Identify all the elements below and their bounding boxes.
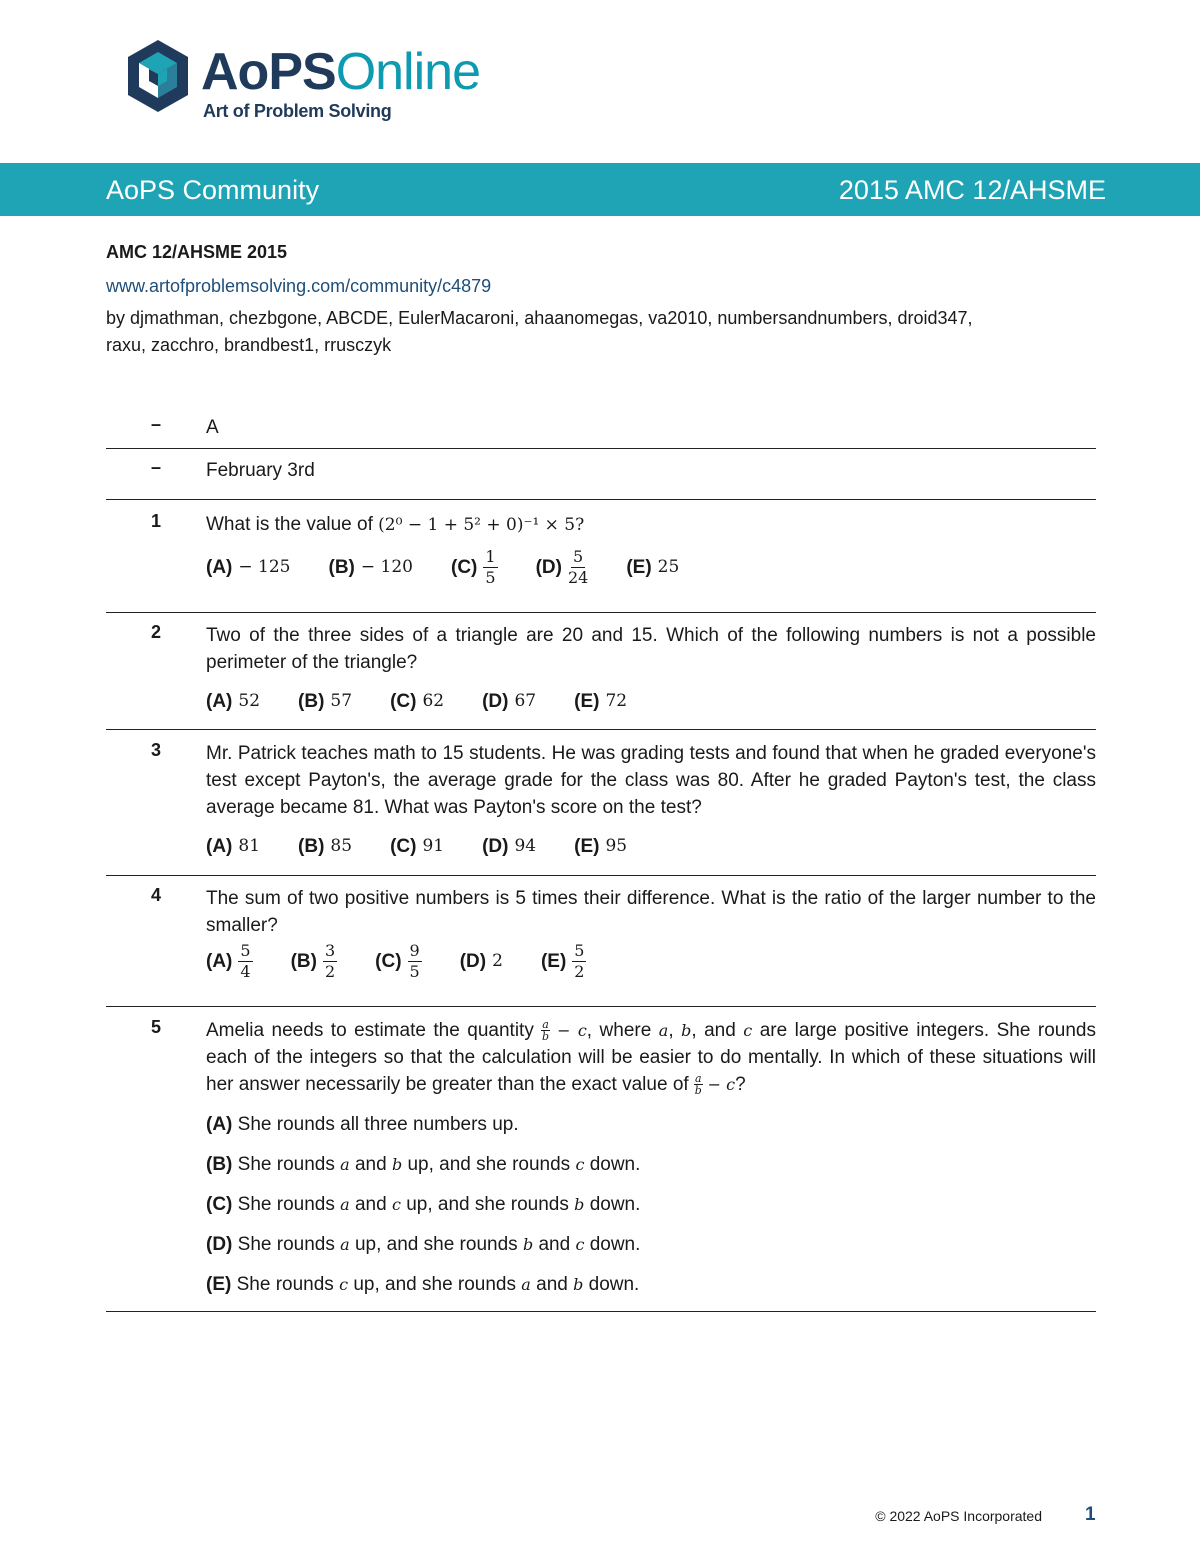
- problem-question: Mr. Patrick teaches math to 15 students. He was grading tests and found that when he graded everyone's test except Payton's, the average grade for the class was 80. After he graded Payton's test, the class average became 81. What was Payton's score on the test?: [206, 743, 1096, 818]
- fraction-numerator: a: [694, 1072, 702, 1086]
- choice-value: − 125: [238, 557, 291, 577]
- choice-label: (A): [206, 836, 233, 857]
- option-label: (E): [206, 1274, 232, 1295]
- question-text: Amelia needs to estimate the quantity: [206, 1020, 542, 1041]
- option-text: up, and she rounds: [400, 1194, 575, 1215]
- fraction-numerator: 9: [409, 941, 420, 960]
- variable: a: [340, 1235, 350, 1254]
- fraction-numerator: 5: [240, 941, 251, 960]
- choice-value: − 120: [360, 557, 413, 577]
- option-text: up, and she rounds: [349, 1234, 523, 1255]
- variable: a: [658, 1021, 669, 1040]
- banner-community-title: AoPS Community: [106, 175, 320, 205]
- variable: c: [743, 1021, 753, 1040]
- problem-number: 1: [150, 511, 161, 531]
- problem-content: [206, 740, 1096, 875]
- variable: b: [391, 1155, 403, 1174]
- page-number: 1: [1085, 1504, 1096, 1525]
- choice-value: 94: [514, 836, 537, 856]
- choice-label: (B): [298, 691, 325, 712]
- option-text: She rounds: [237, 1154, 341, 1175]
- fraction-numerator: 1: [485, 547, 496, 566]
- variable: a: [340, 1155, 350, 1174]
- choice-c: [390, 688, 444, 715]
- fraction-numerator: 5: [574, 941, 585, 960]
- option-text: and: [533, 1234, 576, 1255]
- choice-d: [482, 688, 536, 715]
- variable: b: [681, 1021, 692, 1040]
- option-text: and: [349, 1194, 392, 1215]
- choice-label: (E): [574, 691, 600, 712]
- choice-value: 81: [238, 836, 261, 856]
- option-text: up, and she rounds: [348, 1274, 522, 1295]
- variable: b: [522, 1235, 534, 1254]
- option-e: [206, 1271, 1096, 1298]
- section-marker: –: [150, 414, 161, 434]
- aops-cube-logo-icon: [125, 38, 191, 114]
- choice-value: 72: [605, 691, 628, 711]
- choice-label: (B): [290, 951, 317, 972]
- option-text: She rounds: [237, 1194, 341, 1215]
- variable: c: [575, 1235, 585, 1254]
- choice-fraction: [568, 547, 588, 588]
- variable: b: [573, 1275, 584, 1294]
- community-link[interactable]: www.artofproblemsolving.com/community/c4879: [106, 276, 492, 296]
- problem-number: 4: [150, 885, 161, 905]
- brand-subtitle: Art of Problem Solving: [203, 101, 392, 121]
- choice-label: (B): [298, 836, 325, 857]
- fraction-denominator: 5: [409, 962, 420, 981]
- problem-row-2: [106, 613, 1096, 730]
- variable: c: [391, 1195, 401, 1214]
- variable: c: [339, 1275, 349, 1294]
- choice-label: (A): [206, 557, 233, 578]
- choice-value: 95: [605, 836, 628, 856]
- problem-row-5: [106, 1007, 1096, 1312]
- option-text: She rounds: [236, 1274, 340, 1295]
- aops-online-logo: [125, 38, 545, 124]
- choice-b: [329, 554, 414, 581]
- choice-label: (A): [206, 691, 233, 712]
- authors-line-1: by djmathman, chezbgone, ABCDE, EulerMacaroni, ahaanomegas, va2010, numbersandnumbers, droid347,: [106, 308, 973, 328]
- choice-value: 2: [492, 951, 503, 971]
- choice-label: (C): [390, 836, 417, 857]
- choice-value: 67: [514, 691, 537, 711]
- banner-contest-title: 2015 AMC 12/AHSME: [838, 175, 1106, 205]
- question-text: are large positive integers. She rounds each of the integers so that the calculation will be easier to do mentally. In which of these situations will her answer necessarily be greater than the exact value of: [206, 1020, 1096, 1095]
- variable: a: [340, 1195, 350, 1214]
- problem-table: [106, 402, 1096, 1312]
- inline-fraction-a-over-b: [541, 1019, 550, 1042]
- answer-choices: [206, 941, 1096, 982]
- question-text: What is the value of: [206, 514, 379, 535]
- problem-content: [206, 511, 1096, 612]
- problem-number: 2: [150, 622, 161, 642]
- problem-question: Two of the three sides of a triangle are 20 and 15. Which of the following numbers is not a possible perimeter of the triangle?: [206, 625, 1096, 673]
- question-math: − c: [702, 1075, 736, 1094]
- fraction-numerator: a: [542, 1018, 549, 1032]
- option-text: down.: [584, 1154, 641, 1175]
- choice-label: (E): [626, 557, 652, 578]
- option-d: [206, 1231, 1096, 1258]
- choice-e: [574, 688, 627, 715]
- question-text: , and: [691, 1020, 744, 1041]
- choice-b: [298, 833, 352, 860]
- question-math: − c: [549, 1021, 587, 1040]
- question-text: ?: [735, 1074, 746, 1095]
- copyright-notice: © 2022 AoPS Incorporated: [875, 1508, 1042, 1524]
- option-text: up, and she rounds: [402, 1154, 576, 1175]
- option-text: She rounds all three numbers up.: [237, 1114, 519, 1135]
- problem-question: [206, 511, 1096, 539]
- choice-e: [626, 554, 679, 581]
- option-text: down.: [583, 1274, 640, 1295]
- section-marker: –: [150, 457, 161, 477]
- answer-choices: [206, 547, 1096, 588]
- choice-d: [482, 833, 536, 860]
- choice-label: (D): [482, 836, 509, 857]
- choice-c: [390, 833, 444, 860]
- choice-e: [541, 941, 587, 982]
- fraction-denominator: 2: [324, 962, 336, 981]
- authors-line-2: raxu, zacchro, brandbest1, rrusczyk: [106, 335, 392, 355]
- choice-a: [206, 554, 291, 581]
- authors-list: [106, 305, 1096, 359]
- document-title: AMC 12/AHSME 2015: [106, 242, 288, 262]
- option-label: (B): [206, 1154, 233, 1175]
- choice-label: (D): [459, 951, 487, 972]
- section-row-a: [106, 402, 1096, 449]
- choice-value: 91: [422, 836, 445, 856]
- choice-label: (C): [390, 691, 417, 712]
- brand-wordmark: [201, 42, 480, 102]
- option-text: down.: [584, 1194, 641, 1215]
- choice-b: [291, 941, 338, 982]
- fraction-denominator: 24: [567, 568, 589, 587]
- choice-b: [298, 688, 352, 715]
- problem-number: 3: [150, 740, 161, 760]
- choice-e: [574, 833, 627, 860]
- problem-row-4: [106, 876, 1096, 1007]
- variable: b: [574, 1195, 585, 1214]
- header-banner: [0, 163, 1200, 216]
- problem-content: [206, 622, 1096, 729]
- choice-a: [206, 833, 260, 860]
- choice-label: (E): [540, 951, 567, 972]
- problem-content: [206, 885, 1096, 1006]
- choice-label: (B): [328, 557, 355, 578]
- choice-value: 25: [657, 557, 680, 577]
- choice-a: [206, 688, 260, 715]
- fraction-numerator: 5: [573, 547, 584, 566]
- choice-label: (C): [451, 557, 478, 578]
- choice-value: 52: [238, 691, 261, 711]
- option-label: (C): [206, 1194, 233, 1215]
- option-label: (A): [206, 1114, 233, 1135]
- choice-value: 85: [330, 836, 353, 856]
- section-label: A: [206, 417, 219, 438]
- choice-label: (C): [375, 951, 402, 972]
- option-text: down.: [584, 1234, 641, 1255]
- choice-label: (D): [482, 691, 509, 712]
- option-c: [206, 1191, 1096, 1218]
- choice-c: [375, 941, 422, 982]
- choice-a: [206, 941, 253, 982]
- question-text: , where: [586, 1020, 659, 1041]
- option-text: She rounds: [237, 1234, 341, 1255]
- choice-fraction: [238, 941, 252, 982]
- problem-row-3: [106, 730, 1096, 876]
- choice-fraction: [483, 547, 497, 588]
- inline-fraction-a-over-b: [694, 1073, 703, 1096]
- fraction-denominator: b: [694, 1084, 702, 1098]
- variable: c: [575, 1155, 585, 1174]
- section-date: February 3rd: [206, 460, 315, 481]
- brand-name-aops: AoPS: [201, 43, 336, 101]
- section-row-date: [106, 449, 1096, 500]
- variable: a: [521, 1275, 531, 1294]
- answer-choices: [206, 688, 1096, 715]
- option-a: [206, 1111, 1096, 1138]
- choice-fraction: [408, 941, 422, 982]
- choice-value: 62: [422, 691, 445, 711]
- fraction-numerator: 3: [324, 941, 336, 960]
- choice-label: (E): [574, 836, 600, 857]
- option-label: (D): [206, 1234, 233, 1255]
- fraction-denominator: b: [542, 1030, 550, 1044]
- choice-d: [460, 948, 503, 975]
- option-b: [206, 1151, 1096, 1178]
- question-math: (2⁰ − 1 + 5² + 0)⁻¹ × 5?: [378, 515, 585, 535]
- fraction-denominator: 5: [485, 568, 496, 587]
- option-text: and: [349, 1154, 392, 1175]
- problem-question: The sum of two positive numbers is 5 times their difference. What is the ratio of the larger number to the smaller?: [206, 888, 1096, 936]
- option-text: and: [530, 1274, 574, 1295]
- fraction-denominator: 4: [240, 962, 251, 981]
- problem-question: Amelia needs to estimate the quantity $\frac{a}{b}$ − c, where a, b, and c are large positive integers. She rounds each of the integers so that the calculation will be easier to do mentally. In which of these situations will her answer necessarily be greater than the exact value of $\frac{a}{b}$ − c?: [206, 1018, 1096, 1098]
- choice-fraction: [572, 941, 586, 982]
- choice-label: (A): [206, 951, 233, 972]
- choice-label: (D): [535, 557, 562, 578]
- problem-row-1: [106, 500, 1096, 613]
- choice-fraction: [323, 941, 337, 982]
- choice-d: [536, 547, 589, 588]
- answer-choices: [206, 833, 1096, 860]
- choice-value: 57: [330, 691, 353, 711]
- fraction-denominator: 2: [574, 962, 585, 981]
- problem-number: 5: [150, 1017, 161, 1037]
- brand-name-online: Online: [335, 43, 480, 101]
- problem-content: [206, 1017, 1096, 1311]
- choice-c: [451, 547, 498, 588]
